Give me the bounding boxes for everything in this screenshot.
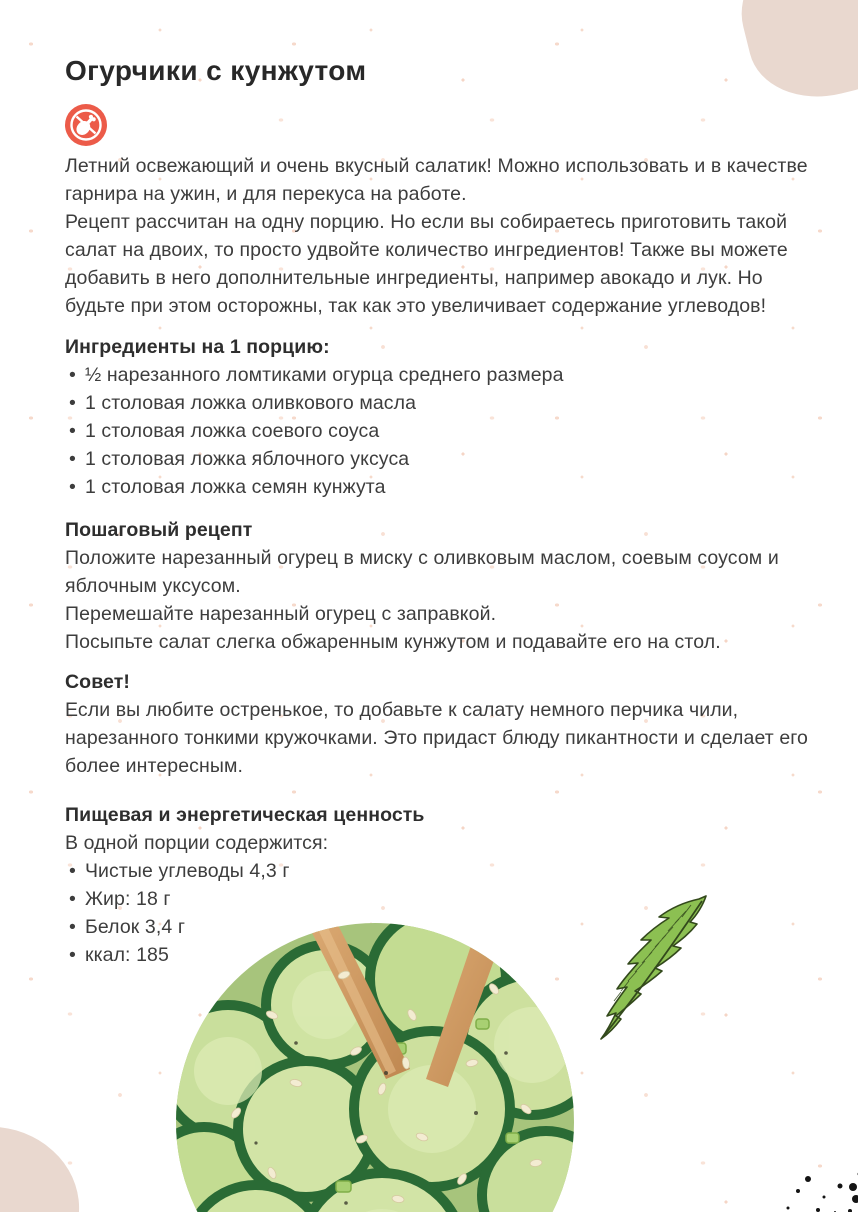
ingredient-item: • 1 столовая ложка соевого соуса — [65, 417, 822, 445]
ingredient-item: • ½ нарезанного ломтиками огурца среднего размера — [65, 361, 822, 389]
decorative-blob-bottom-left — [0, 1120, 87, 1212]
nutrition-item: • Жир: 18 г — [65, 885, 822, 913]
page-title: Огурчики с кунжутом — [65, 55, 367, 86]
nutrition-item: • ккал: 185 — [65, 941, 822, 969]
nutrition-item: • Белок 3,4 г — [65, 913, 822, 941]
step-line: Перемешайте нарезанный огурец с заправкой. — [65, 603, 497, 625]
ingredient-item: • 1 столовая ложка семян кунжута — [65, 473, 822, 501]
tip-text: Если вы любите остренькое, то добавьте к салату немного перчика чили, нарезанного тонкими кружочками. Это придаст блюду пикантности и сделает его более интересным. — [65, 699, 809, 777]
intro-paragraph: Рецепт рассчитан на одну порцию. Но если вы собираетесь приготовить такой салат на двоих, то просто удвойте количество ингредиентов! Также вы можете добавить в него дополнительные ингредиенты, например авокадо и лук. Но будьте при этом осторожны, так как это увеличивает содержание углеводов! — [65, 211, 788, 317]
tip-heading: Совет! — [65, 671, 130, 693]
intro-paragraph: Летний освежающий и очень вкусный салатик! Можно использовать и в качестве гарнира на ужин, и для перекуса на работе. — [65, 155, 808, 205]
ingredients-heading: Ингредиенты на 1 порцию: — [65, 336, 330, 358]
no-meat-icon — [65, 104, 107, 146]
nutrition-heading: Пищевая и энергетическая ценность — [65, 804, 425, 826]
cucumber-salad-photo — [176, 923, 574, 1212]
steps-section — [65, 544, 822, 656]
step-line: Посыпьте салат слегка обжаренным кунжутом и подавайте его на стол. — [65, 631, 721, 653]
nutrition-subheading: В одной порции содержится: — [65, 832, 329, 854]
intro-section — [65, 152, 822, 320]
arugula-leaf-icon — [583, 891, 723, 1046]
ingredient-item: • 1 столовая ложка оливкового масла — [65, 389, 822, 417]
arugula-leaf-illustration — [583, 891, 723, 1046]
recipe-content — [65, 54, 822, 969]
recipe-photo — [176, 923, 574, 1212]
ingredients-list — [65, 361, 822, 501]
decorative-dots-cluster — [778, 1172, 782, 1176]
ingredient-item: • 1 столовая ложка яблочного уксуса — [65, 445, 822, 473]
step-line: Положите нарезанный огурец в миску с оливковым маслом, соевым соусом и яблочным уксусом. — [65, 547, 779, 597]
steps-heading: Пошаговый рецепт — [65, 519, 253, 541]
nutrition-item: • Чистые углеводы 4,3 г — [65, 857, 822, 885]
